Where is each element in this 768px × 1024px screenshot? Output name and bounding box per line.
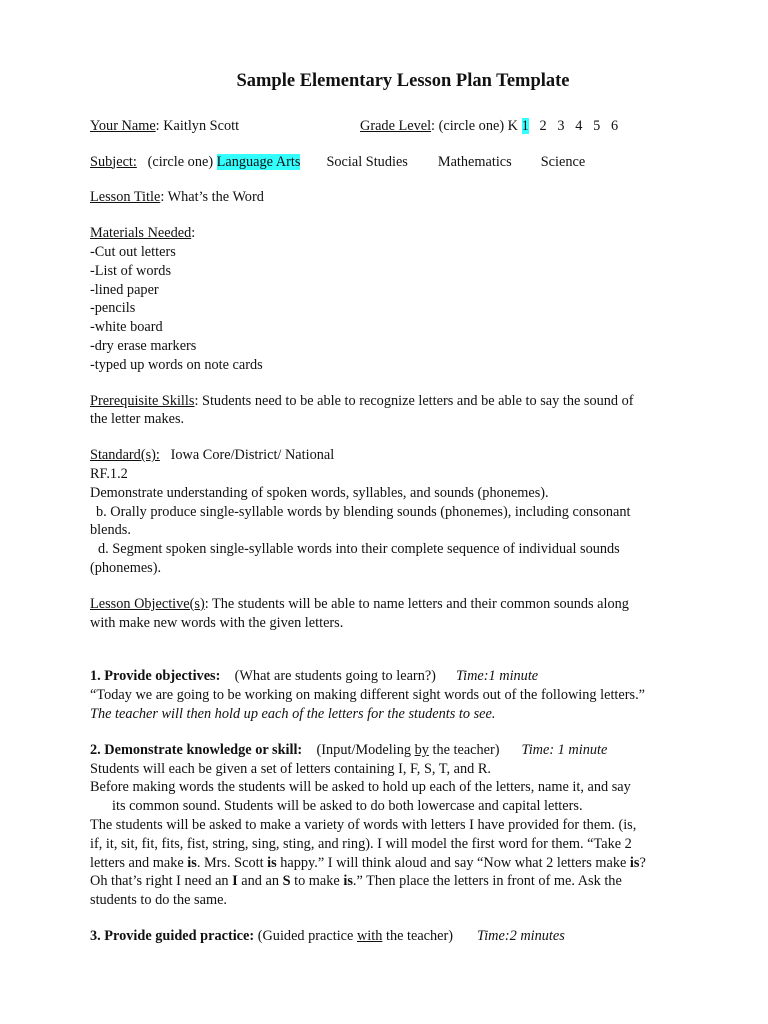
- materials-label: Materials Needed: [90, 225, 192, 242]
- name-value: Kaitlyn Scott: [163, 117, 240, 134]
- step2-heading-row: [90, 741, 708, 760]
- standards-code: RF.1.2: [90, 465, 128, 482]
- materials-item: -Cut out letters: [90, 243, 176, 260]
- step3-heading-row: [90, 927, 708, 946]
- standards-b-cont: blends.: [90, 522, 131, 539]
- page-title: Sample Elementary Lesson Plan Template: [236, 71, 570, 91]
- grade-others: 2 3 4 5 6: [539, 117, 619, 134]
- step2-line: its common sound. Students will be asked to do both lowercase and capital letters.: [112, 798, 583, 815]
- bold-word: is: [187, 854, 197, 871]
- step1-note: The teacher will then hold up each of the letters for the students to see.: [90, 705, 496, 722]
- grade-field: Grade Level: (circle one) K 1 2 3 4 5 6: [360, 117, 619, 134]
- step3-q-with: with: [356, 927, 383, 944]
- prereq-text: Students need to be able to recognize letters and be able to say the sound of: [202, 392, 634, 409]
- subject-row: [90, 153, 708, 172]
- text-span: . Mrs. Scott: [196, 854, 268, 871]
- standards-label: Standard(s):: [90, 447, 160, 464]
- subject-prefix: (circle one): [147, 153, 214, 170]
- objective-line: with make new words with the given letters.: [90, 614, 344, 631]
- materials-item: -List of words: [90, 262, 172, 279]
- standards-d-cont: (phonemes).: [90, 559, 162, 576]
- bold-word: is: [343, 873, 353, 890]
- step3-q-pre: (Guided practice: [257, 927, 354, 944]
- bold-word: is: [629, 854, 640, 871]
- standards-b: b. Orally produce single-syllable words by blending sounds (phonemes), including consonant: [96, 503, 631, 520]
- text-span: Oh that’s right I need an: [90, 873, 233, 890]
- step2-line: [90, 854, 708, 873]
- text-span: and an: [237, 873, 283, 890]
- step3-q-post: the teacher): [385, 927, 454, 944]
- prereq-line: the letter makes.: [90, 411, 185, 428]
- bold-word: S: [282, 873, 291, 890]
- grade-selected: 1: [521, 117, 529, 134]
- grade-prefix: (circle one) K: [438, 117, 518, 134]
- objective-line: Lesson Objective(s): The students will be able to name letters and their common sounds along: [90, 595, 629, 612]
- standards-d: d. Segment spoken single-syllable words into their complete sequence of individual sounds: [98, 541, 620, 558]
- step2-line: The students will be asked to make a variety of words with letters I have provided for them. (is,: [90, 816, 637, 833]
- subject-selected: Language Arts: [216, 153, 301, 170]
- step2-q-post: the teacher): [432, 741, 500, 758]
- materials-item: -white board: [90, 319, 163, 336]
- step2-time: Time: 1 minute: [521, 741, 608, 758]
- step2-line: Before making words the students will be asked to hold up each of the letters, name it, and say: [90, 779, 631, 796]
- materials-item: -dry erase markers: [90, 337, 197, 354]
- objective-label: Lesson Objective(s): [90, 595, 205, 612]
- standards-value: Iowa Core/District/ National: [170, 447, 335, 464]
- standards-desc: Demonstrate understanding of spoken words, syllables, and sounds (phonemes).: [90, 484, 549, 501]
- materials-heading: Materials Needed:: [90, 225, 196, 242]
- subject-option: Science: [540, 153, 586, 170]
- lesson-title-label: Lesson Title: [90, 189, 161, 206]
- bold-word: is: [267, 854, 277, 871]
- step1-time: Time:1 minute: [455, 668, 539, 685]
- text-span: letters and make: [90, 854, 188, 871]
- step3-heading: 3. Provide guided practice:: [90, 927, 255, 944]
- step1-heading-row: [90, 667, 708, 686]
- prereq-line: Prerequisite Skills: Students need to be able to recognize letters and be able to say the sound of: [90, 392, 634, 409]
- step2-line: Students will each be given a set of letters containing I, F, S, T, and R.: [90, 760, 491, 777]
- lesson-title-value: What’s the Word: [167, 189, 264, 206]
- materials-item: -typed up words on note cards: [90, 356, 263, 373]
- name-field: Your Name: Kaitlyn Scott: [90, 117, 240, 134]
- text-span: happy.” I will think aloud and say “Now what 2 letters make: [276, 854, 630, 871]
- objective-text: The students will be able to name letters and their common sounds along: [212, 595, 629, 612]
- name-grade-row: [90, 117, 708, 136]
- step3-time: Time:2 minutes: [477, 927, 565, 944]
- step2-heading: 2. Demonstrate knowledge or skill:: [90, 741, 303, 758]
- step2-q-by: by: [414, 741, 429, 758]
- step1-question: (What are students going to learn?): [234, 668, 436, 685]
- prereq-label: Prerequisite Skills: [90, 392, 195, 409]
- step1-heading: 1. Provide objectives:: [90, 668, 221, 685]
- subject-option: Mathematics: [437, 153, 512, 170]
- step2-line: students to do the same.: [90, 892, 227, 909]
- materials-item: -pencils: [90, 300, 136, 317]
- standards-line: [90, 446, 708, 465]
- bold-word: I: [232, 873, 238, 890]
- lesson-title-row: Lesson Title: What’s the Word: [90, 189, 264, 206]
- text-span: .” Then place the letters in front of me. Ask the: [352, 873, 622, 890]
- subject-label: Subject:: [90, 153, 137, 170]
- step2-line: [90, 872, 708, 891]
- text-span: ?: [639, 854, 646, 871]
- grade-label: Grade Level: [360, 117, 432, 134]
- text-span: to make: [290, 873, 344, 890]
- name-label: Your Name: [90, 117, 156, 134]
- subject-option: Social Studies: [326, 153, 408, 170]
- materials-item: -lined paper: [90, 281, 159, 298]
- step2-q-pre: (Input/Modeling: [316, 741, 412, 758]
- step2-line: if, it, sit, fit, fits, fist, string, sing, sting, and ring). I will model the first word for them. “Take 2: [90, 835, 632, 852]
- step1-quote: “Today we are going to be working on making different sight words out of the following letters.”: [90, 687, 645, 704]
